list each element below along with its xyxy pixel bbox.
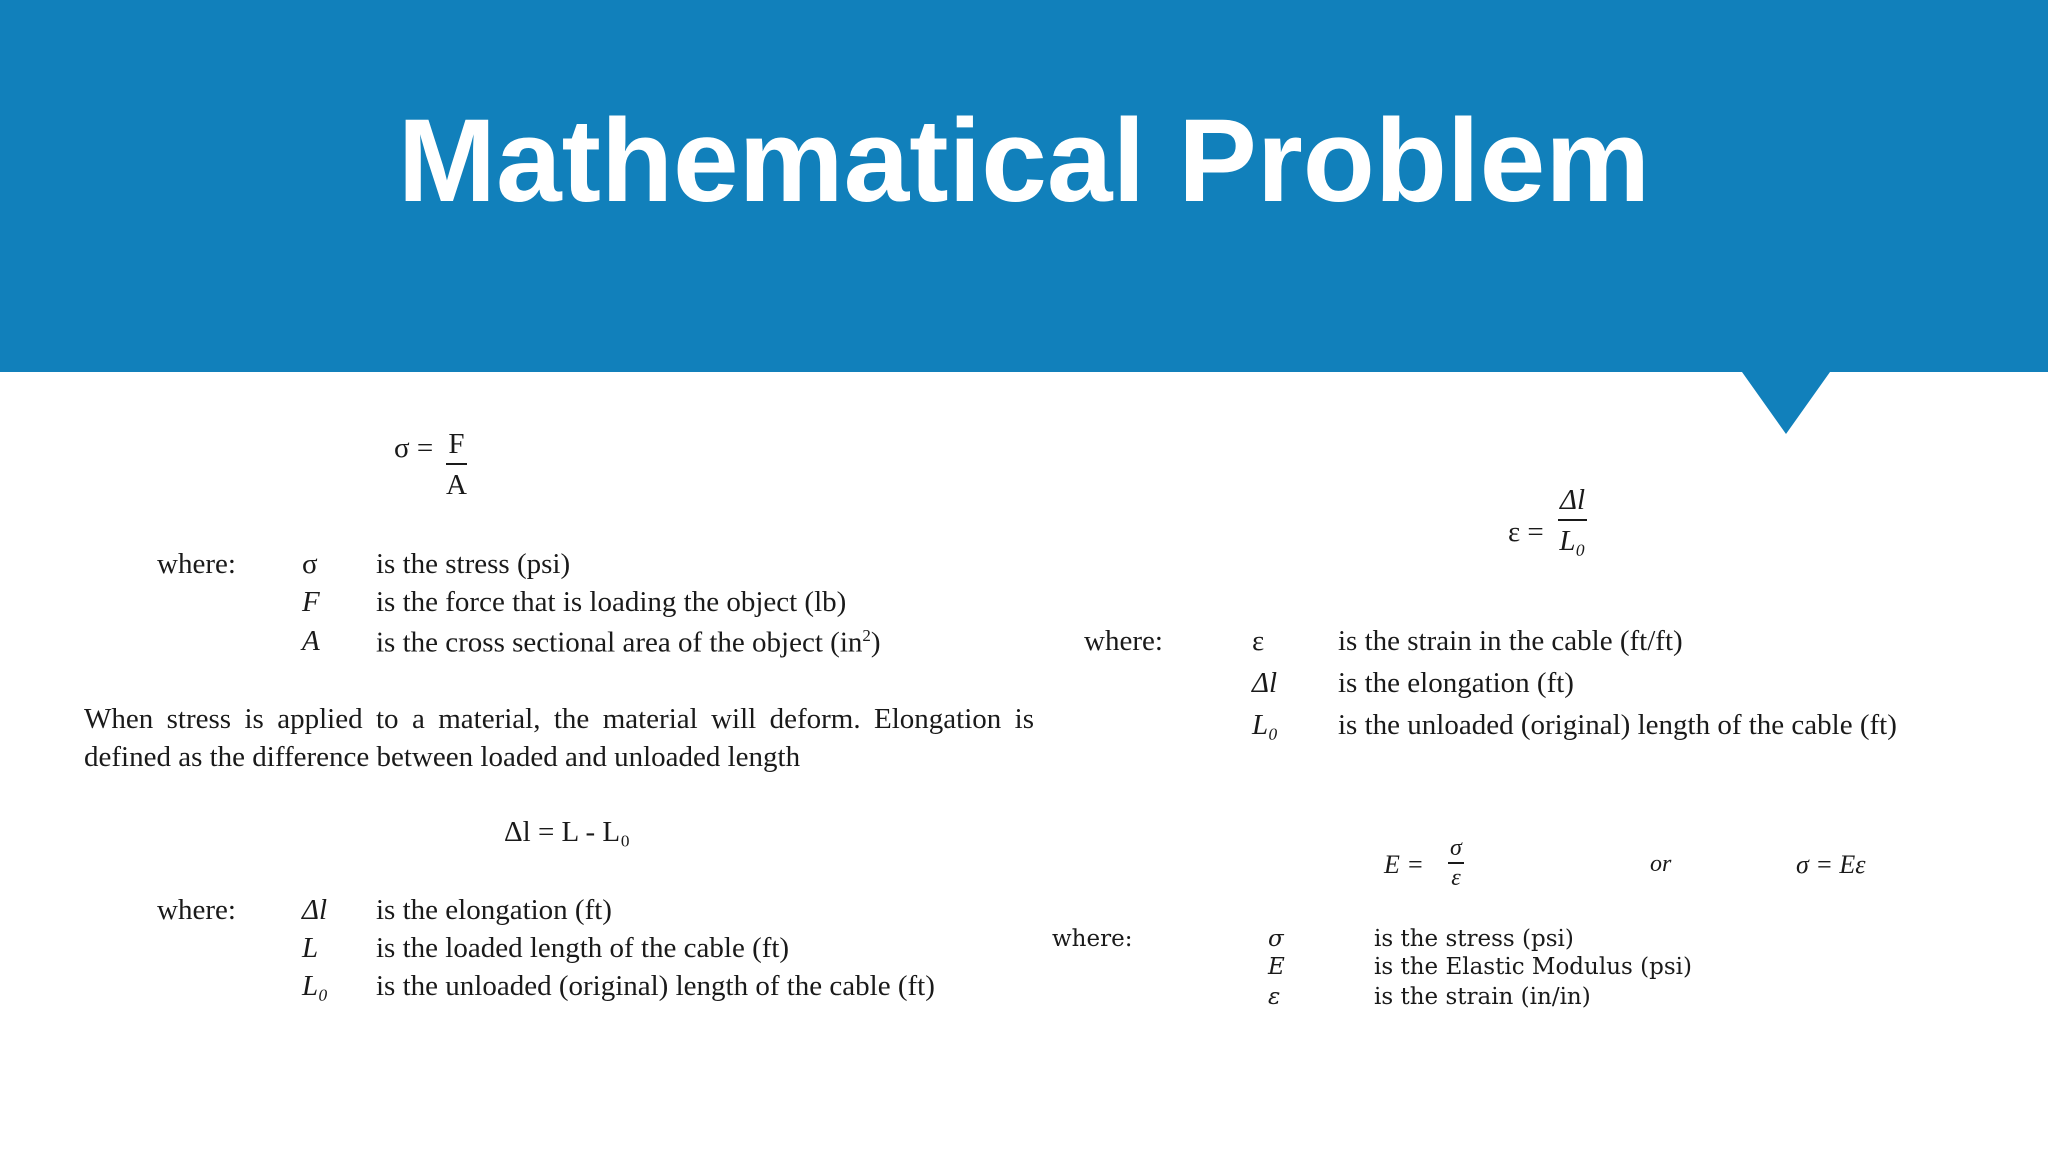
elongation-where-label: where: — [157, 894, 236, 926]
strain-eq-fraction — [1558, 486, 1587, 556]
strain-elongation-def-desc: is the elongation (ft) — [1338, 667, 1574, 699]
force-def-symbol: F — [302, 586, 320, 618]
strain-unloaded-def-desc: is the unloaded (original) length of the cable (ft) — [1338, 709, 1897, 741]
strain-def-desc: is the strain in the cable (ft/ft) — [1338, 625, 1683, 657]
modulus-eq-denominator: ε — [1451, 865, 1461, 891]
area-def-symbol: A — [302, 625, 320, 657]
elongation-equation: Δl = L - L₀ — [504, 816, 631, 848]
unloaded-length-def-symbol: L₀ — [302, 970, 329, 1002]
stress-where-label: where: — [157, 548, 236, 580]
strain-eq-lhs: ε = — [1508, 516, 1544, 548]
modulus-elastic-symbol: E — [1268, 954, 1285, 980]
strain-eq-denominator: L₀ — [1559, 525, 1586, 557]
slide-title: Mathematical Problem — [397, 95, 1651, 227]
strain-eq-numerator: Δl — [1558, 486, 1587, 521]
force-def-desc: is the force that is loading the object (lb) — [376, 586, 847, 618]
modulus-elastic-desc: is the Elastic Modulus (psi) — [1374, 954, 1692, 980]
elongation-def-symbol: Δl — [302, 894, 328, 926]
elongation-paragraph: When stress is applied to a material, the material will deform. Elongation is defined as the difference between loaded and unloaded length — [84, 703, 1034, 773]
modulus-eq-alt: σ = Eε — [1796, 850, 1866, 879]
area-def-desc: is the cross sectional area of the object $(in^2)$ — [376, 626, 881, 659]
stress-eq-denominator: A — [446, 469, 467, 501]
stress-eq-numerator: F — [446, 430, 466, 465]
stress-eq-fraction — [446, 430, 467, 500]
unloaded-length-def-desc: is the unloaded (original) length of the cable (ft) — [376, 970, 935, 1002]
strain-elongation-def-symbol: Δl — [1252, 667, 1278, 699]
modulus-eq-fraction — [1448, 836, 1464, 890]
modulus-strain-symbol: ε — [1268, 984, 1281, 1010]
strain-where-label: where: — [1084, 625, 1163, 657]
strain-unloaded-def-symbol: L₀ — [1252, 709, 1279, 741]
strain-def-symbol: ε — [1252, 625, 1265, 657]
stress-def-desc: is the stress (psi) — [376, 548, 571, 580]
elongation-def-desc: is the elongation (ft) — [376, 894, 612, 926]
modulus-stress-symbol: σ — [1268, 926, 1284, 952]
loaded-length-def-desc: is the loaded length of the cable (ft) — [376, 932, 790, 964]
modulus-stress-desc: is the stress (psi) — [1374, 926, 1574, 952]
loaded-length-def-symbol: L — [302, 932, 319, 964]
stress-eq-lhs: σ = — [394, 432, 434, 464]
modulus-where-label: where: — [1052, 926, 1133, 952]
modulus-eq-or: or — [1650, 851, 1672, 877]
modulus-strain-desc: is the strain (in/in) — [1374, 984, 1591, 1010]
modulus-eq-lhs: E = — [1384, 850, 1424, 879]
banner-notch — [1742, 372, 1830, 434]
modulus-eq-numerator: σ — [1448, 836, 1464, 864]
stress-def-symbol: σ — [302, 548, 318, 580]
